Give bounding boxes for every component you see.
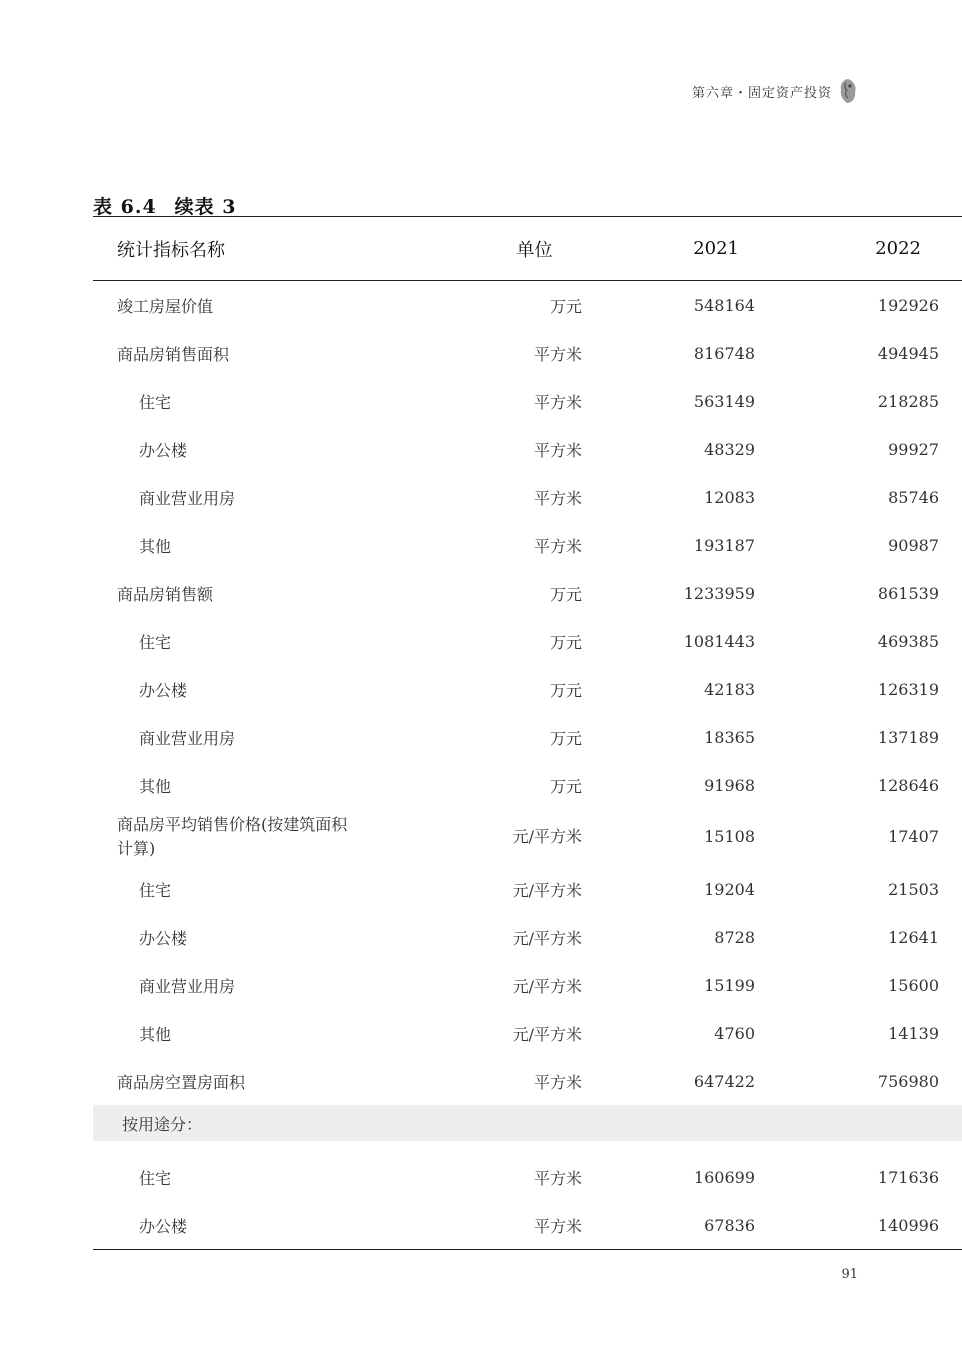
row-value-2022: 126319 <box>877 679 939 699</box>
row-value-2022: 171636 <box>877 1167 939 1187</box>
row-name: 商品房空置房面积 <box>117 1072 246 1092</box>
row-unit: 平方米 <box>533 440 582 460</box>
table-row <box>93 521 962 569</box>
table-row <box>93 425 962 473</box>
row-value-2022: 15600 <box>888 975 939 995</box>
row-name: 商业营业用房 <box>139 976 236 996</box>
row-name: 办公楼 <box>139 928 188 948</box>
row-unit: 万元 <box>549 776 582 796</box>
row-value-2022: 21503 <box>888 879 939 899</box>
row-value-2022: 469385 <box>877 631 939 651</box>
row-value-2021: 42183 <box>704 679 755 699</box>
row-value-2021: 563149 <box>693 391 755 411</box>
row-value-2021: 8728 <box>714 927 755 947</box>
row-unit: 平方米 <box>533 1168 582 1188</box>
row-value-2021: 12083 <box>704 487 755 507</box>
row-unit: 万元 <box>549 584 582 604</box>
header-indicator-name: 统计指标名称 <box>117 239 225 261</box>
table-row <box>93 617 962 665</box>
row-value-2022: 756980 <box>877 1071 939 1091</box>
header-unit: 单位 <box>516 239 553 261</box>
row-unit: 平方米 <box>533 392 582 412</box>
row-name: 商业营业用房 <box>139 488 236 508</box>
row-value-2021: 647422 <box>693 1071 755 1091</box>
row-unit: 平方米 <box>533 488 582 508</box>
row-name: 其他 <box>139 776 172 796</box>
row-value-2021: 160699 <box>693 1167 755 1187</box>
row-value-2022: 861539 <box>877 583 939 603</box>
table-row <box>93 569 962 617</box>
table-row <box>93 329 962 377</box>
row-value-2021: 15199 <box>704 975 755 995</box>
row-unit: 平方米 <box>533 1216 582 1236</box>
row-unit: 平方米 <box>533 1072 582 1092</box>
row-name: 住宅 <box>139 1168 172 1188</box>
row-value-2021: 18365 <box>704 727 755 747</box>
row-value-2022: 17407 <box>888 827 939 846</box>
row-value-2022: 85746 <box>888 487 939 507</box>
row-name: 其他 <box>139 536 172 556</box>
row-name-line: 商品房平均销售价格(按建筑面积 <box>117 815 348 834</box>
row-name-multiline <box>93 809 448 865</box>
table-row <box>93 913 962 961</box>
row-unit: 万元 <box>549 728 582 748</box>
row-unit: 元/平方米 <box>512 976 582 996</box>
row-name: 办公楼 <box>139 680 188 700</box>
row-name: 住宅 <box>139 632 172 652</box>
running-header <box>692 78 858 104</box>
row-unit: 元/平方米 <box>512 928 582 948</box>
table-row <box>93 961 962 1009</box>
row-value-2022: 90987 <box>888 535 939 555</box>
group-header-row <box>93 1105 962 1141</box>
statistics-table <box>93 216 962 1250</box>
row-unit: 元/平方米 <box>512 827 582 846</box>
row-unit: 万元 <box>549 680 582 700</box>
table-row <box>93 473 962 521</box>
row-name: 竣工房屋价值 <box>117 296 214 316</box>
table-row <box>93 809 962 865</box>
row-value-2022: 494945 <box>877 343 939 363</box>
table-row <box>93 1153 962 1201</box>
row-name: 住宅 <box>139 880 172 900</box>
table-header-row <box>93 217 962 281</box>
table-row <box>93 713 962 761</box>
table-row <box>93 761 962 809</box>
row-value-2022: 218285 <box>877 391 939 411</box>
group-label: 按用途分： <box>93 1105 962 1141</box>
row-value-2021: 816748 <box>693 343 755 363</box>
row-unit: 万元 <box>549 296 582 316</box>
row-value-2022: 128646 <box>877 775 939 795</box>
table-row <box>93 377 962 425</box>
row-unit: 平方米 <box>533 344 582 364</box>
table-row <box>93 665 962 713</box>
table-row <box>93 1201 962 1250</box>
table-row <box>93 1009 962 1057</box>
chapter-title: 第六章・固定资产投资 <box>691 85 832 101</box>
ink-figure-icon <box>838 78 858 104</box>
row-unit: 万元 <box>549 632 582 652</box>
row-value-2022: 192926 <box>877 295 939 315</box>
row-value-2021: 1081443 <box>683 631 755 651</box>
row-name: 商品房销售额 <box>117 584 214 604</box>
row-name: 住宅 <box>139 392 172 412</box>
row-value-2022: 12641 <box>888 927 939 947</box>
row-value-2021: 1233959 <box>683 583 755 603</box>
row-unit: 元/平方米 <box>512 880 582 900</box>
table-title <box>93 192 237 219</box>
row-value-2022: 14139 <box>888 1023 939 1043</box>
header-year-2022: 2022 <box>875 238 921 259</box>
row-value-2021: 4760 <box>714 1023 755 1043</box>
group-spacer-row <box>93 1141 962 1153</box>
table-row <box>93 865 962 913</box>
row-value-2021: 15108 <box>704 827 755 846</box>
row-value-2021: 19204 <box>704 879 755 899</box>
table-number: 表 6.4 <box>93 196 157 218</box>
row-name: 其他 <box>139 1024 172 1044</box>
row-value-2022: 137189 <box>877 727 939 747</box>
row-value-2021: 548164 <box>693 295 755 315</box>
table-row <box>93 281 962 330</box>
header-year-2021: 2021 <box>693 238 739 259</box>
statistics-table-container <box>93 216 939 1250</box>
page-number: 91 <box>841 1267 858 1282</box>
table-row <box>93 1057 962 1105</box>
row-unit: 平方米 <box>533 536 582 556</box>
row-value-2022: 99927 <box>888 439 939 459</box>
spacer-cell <box>93 1141 962 1153</box>
row-value-2021: 67836 <box>704 1215 755 1235</box>
row-name: 商业营业用房 <box>139 728 236 748</box>
row-value-2022: 140996 <box>877 1215 939 1235</box>
row-unit: 元/平方米 <box>512 1024 582 1044</box>
row-value-2021: 48329 <box>704 439 755 459</box>
row-name: 商品房销售面积 <box>117 344 230 364</box>
row-name: 办公楼 <box>139 1216 188 1236</box>
row-name: 办公楼 <box>139 440 188 460</box>
row-value-2021: 91968 <box>704 775 755 795</box>
table-continuation: 续表 3 <box>174 196 237 218</box>
row-value-2021: 193187 <box>693 535 755 555</box>
row-name-line: 计算) <box>117 839 156 858</box>
